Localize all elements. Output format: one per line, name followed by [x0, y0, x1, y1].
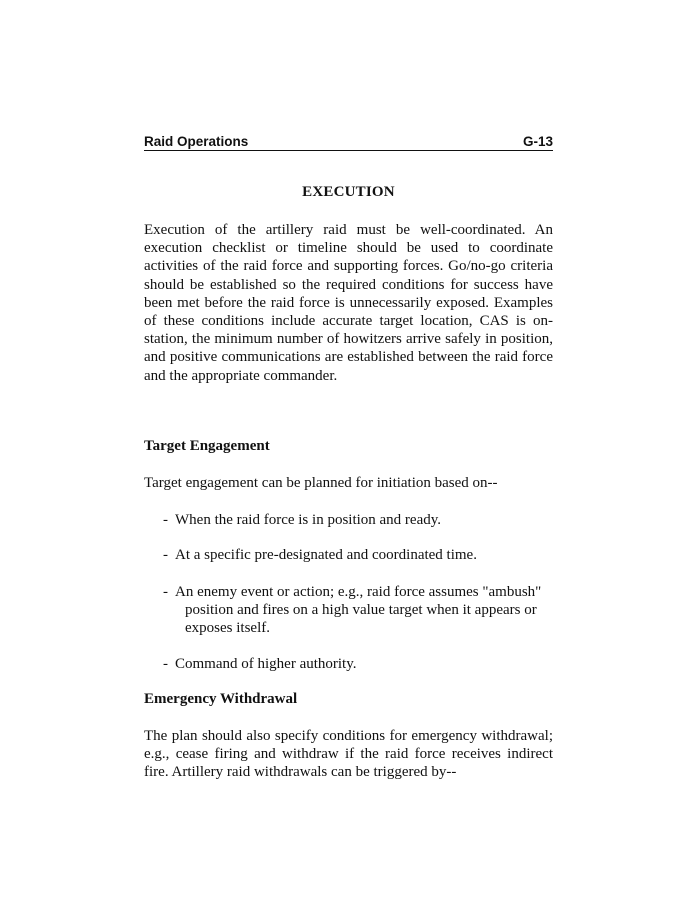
bullet-dash: -: [163, 547, 168, 563]
bullet-text: At a specific pre-designated and coordinated time.: [175, 547, 477, 563]
list-item: [163, 546, 553, 564]
execution-paragraph: Execution of the artillery raid must be well-coordinated. An execution checklist or timeline should be used to coordinate activities of the raid force and supporting forces. Go/no-go criteria should be established so the required conditions for success have been met before the raid force is unnecessarily exposed. Examples of these conditions include accurate target location, CAS is on-station, the minimum number of howitzers arrive safely in position, and positive communications are established between the raid force and the appropriate commander.: [144, 222, 553, 384]
emergency-withdrawal-heading: Emergency Withdrawal: [144, 691, 298, 707]
section-title: EXECUTION: [302, 184, 395, 200]
running-header: [144, 134, 553, 151]
bullet-dash: -: [163, 584, 168, 600]
list-item: [163, 583, 553, 638]
header-title: Raid Operations: [144, 134, 249, 149]
page-number: G-13: [522, 134, 553, 149]
target-engagement-intro: Target engagement can be planned for initiation based on--: [144, 475, 498, 491]
target-engagement-heading: Target Engagement: [144, 438, 270, 454]
bullet-text-continued: position and fires on a high value target when it appears or exposes itself.: [185, 602, 537, 637]
document-page: [144, 0, 553, 899]
bullet-text: An enemy event or action; e.g., raid force assumes "ambush": [175, 584, 542, 600]
bullet-text: When the raid force is in position and ready.: [175, 512, 442, 528]
bullet-text: Command of higher authority.: [175, 656, 357, 672]
emergency-withdrawal-paragraph: The plan should also specify conditions for emergency withdrawal; e.g., cease firing and withdraw if the raid force receives indirect fire. Artillery raid withdrawals can be triggered by--: [144, 728, 553, 781]
list-item: [163, 511, 553, 529]
bullet-dash: -: [163, 656, 168, 672]
list-item: [163, 655, 553, 673]
bullet-text-block: [175, 583, 553, 638]
bullet-dash: -: [163, 512, 168, 528]
